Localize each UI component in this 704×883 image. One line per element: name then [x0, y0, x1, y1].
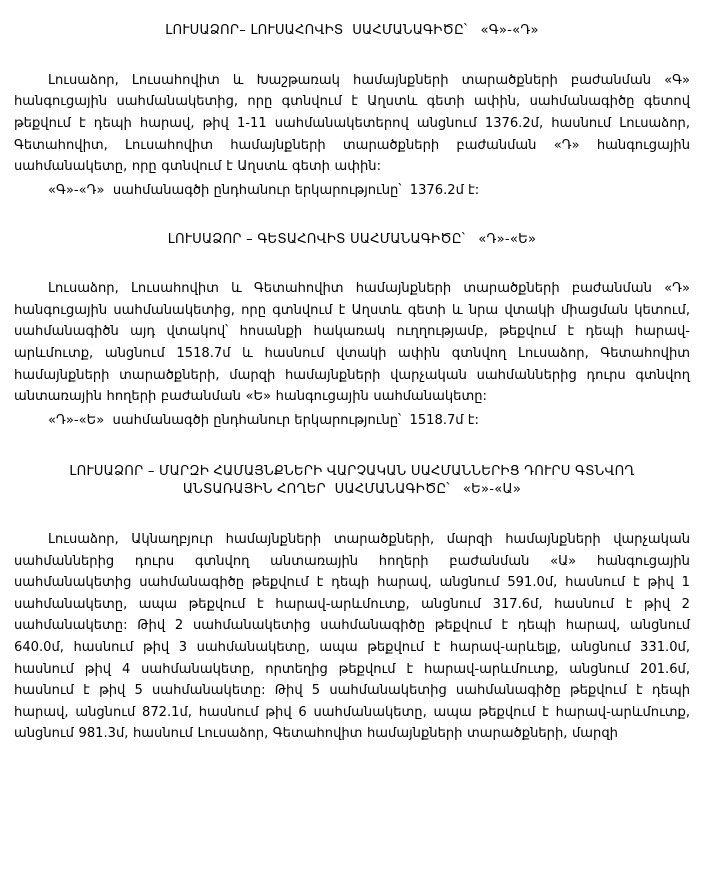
- document-body: [14, 22, 690, 745]
- section-1-total-length: «Գ»-«Դ» սահմանագծի ընդհանուր երկարությունը՝ 1376.2մ է:: [48, 182, 480, 198]
- section-2-total-length: «Դ»-«Ե» սահմանագծի ընդհանուր երկարությունը՝ 1518.7մ է:: [48, 412, 479, 428]
- section-1-heading-block: [14, 22, 690, 40]
- spacer-after-heading-2: [14, 249, 690, 278]
- spacer-after-heading-3: [14, 499, 690, 529]
- section-2-heading: ԼՈՒՍԱՁՈՐ – ԳԵՏԱՀՈՎԻՏ ՍԱՀՄԱՆԱԳԻԾԸ՝ «Դ»-«Ե»: [167, 232, 537, 248]
- section-3-paragraph: Լուսաձոր, Ակնաղբյուր համայնքների տարածքների, մարզի համայնքների վարչական սահմաններից դուրս գտնվող անտառային հողերի բաժանման «Ա» հանգուցային սահմանակետից սահմանագիծը թեքվում է դեպի հարավ, անցնում 591.0մ, հասնում է թիվ 1 սահմանակետը, ապա թեքվում է հարավ-արևմուտք, անցնում 317.6մ, հասնում է թիվ 2 սահմանակետը: Թիվ 2 սահմանակետից սահմանագիծը թեքվում է դեպի հարավ, անցնում 640.0մ, հասնում թիվ 3 սահմանակետը, ապա թեքվում է հարավ-արևելք, անցնում 331.0մ, հասնում թիվ 4 սահմանակետը, որտեղից թեքվում է հարավ-արևմուտք, անցնում 201.6մ, հասնում է թիվ 5 սահմանակետը: Թիվ 5 սահմանակետից սահմանագիծը թեքվում է դեպի հարավ, անցնում 872.1մ, հասնում թիվ 6 սահմանակետը, ապա թեքվում է հարավ-արևմուտք, անցնում 981.3մ, հասնում Լուսաձոր, Գետահովիտ համայնքների տարածքների, մարզի: [14, 531, 690, 742]
- spacer-before-heading-2: [14, 201, 690, 231]
- spacer-after-heading-1: [14, 40, 690, 70]
- section-3-heading-block: [14, 463, 690, 499]
- section-3-heading-line-2: ԱՆՏԱՌԱՅԻՆ ՀՈՂԵՐ ՍԱՀՄԱՆԱԳԻԾԸ՝ «Ե»-«Ա»: [182, 482, 522, 498]
- spacer-before-heading-3: [14, 431, 690, 463]
- section-2-paragraph: Լուսաձոր, Լուսահովիտ և Գետահովիտ համայնքների տարածքների բաժանման «Դ» հանգուցային սահմանակետից, որը գտնվում է Աղստև գետի և նրա վտակի միացման կետում, սահմանագիծն այդ վտակով՝ հոսանքի հակառակ ուղղությամբ, թեքվում է դեպի հարավ-արևմուտք, անցնում 1518.7մ և հասնում վտակի ափին գտնվող Լուսաձոր, Գետահովիտ համայնքների տարածքների, մարզի համայնքների վարչական սահմաններից դուրս գտնվող անտառային հողերի բաժանման «Ե» հանգուցային սահմանակետը:: [14, 281, 690, 405]
- section-1-paragraph: Լուսաձոր, Լուսահովիտ և Խաշթառակ համայնքների տարածքների բաժանման «Գ» հանգուցային սահմանակետից, որը գտնվում է Աղստև գետի ափին, սահմանագիծը գետով թեքվում է դեպի հարավ, թիվ 1-11 սահմանակետերով անցնում 1376.2մ, հասնում Լուսաձոր, Գետահովիտ, Լուսահովիտ համայնքների տարածքների բաժանման «Դ» հանգուցային սահմանակետը, որը գտնվում է Աղստև գետի ափին:: [14, 72, 690, 175]
- section-1-heading: ԼՈՒՍԱՁՈՐ– ԼՈՒՍԱՀՈՎԻՏ ՍԱՀՄԱՆԱԳԻԾԸ՝ «Գ»-«Դ»: [165, 23, 539, 38]
- section-2-heading-block: [14, 231, 690, 249]
- section-3-heading-line-1: ԼՈՒՍԱՁՈՐ – ՄԱՐԶԻ ՀԱՄԱՅՆՔՆԵՐԻ ՎԱՐՉԱԿԱՆ ՍԱՀՄԱՆՆԵՐԻՑ ԴՈՒՐՍ ԳՏՆՎՈՂ: [69, 464, 635, 480]
